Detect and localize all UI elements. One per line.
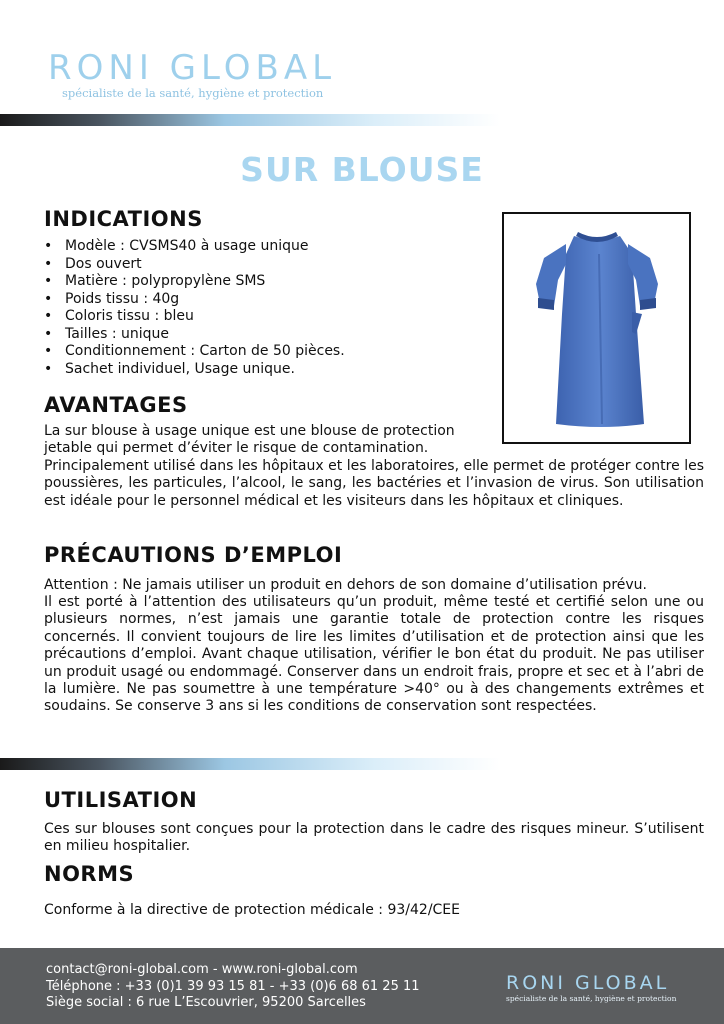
utilisation-heading: UTILISATION [44,788,198,812]
footer-address: Siège social : 6 rue L’Escouvrier, 95200 Sarcelles [46,995,366,1010]
list-item: • Sachet individuel, Usage unique. [44,361,345,379]
avantages-intro [44,423,504,458]
precautions-heading: PRÉCAUTIONS D’EMPLOI [44,543,343,567]
precautions-body: Il est porté à l’attention des utilisateurs qu’un produit, même testé et certifié selon une ou plusieurs normes, n’est jamais une garantie totale de protection contre les risques concernés. Il convient toujours de lire les limites d’utilisation et de protection ainsi que les précautions d’emploi. Avant chaque utilisation, vérifier le bon état du produit. Ne pas utiliser un produit usagé ou endommagé. Conserver dans un endroit frais, propre et sec et à l’abri de la lumière. Ne pas soumettre à une température >40° ou à des changements extrêmes et soudains. Se conserve 3 ans si les conditions de conservation sont respectées. [44,594,704,715]
list-item: • Poids tissu : 40g [44,291,345,309]
brand-name: RONI GLOBAL [48,48,337,88]
avantages-body: Principalement utilisé dans les hôpitaux et les laboratoires, elle permet de protéger contre les poussières, les particules, l’alcool, le sang, les bactéries et l’invasion de virus. Son utilisation est idéale pour le personnel médical et les visiteurs dans les hôpitaux et cliniques. [44,458,704,509]
list-item: • Matière : polypropylène SMS [44,273,345,291]
brand-tagline: spécialiste de la santé, hygiène et protection [62,86,324,100]
footer-brand-name: RONI GLOBAL [506,972,670,994]
utilisation-body: Ces sur blouses sont conçues pour la protection dans le cadre des risques mineur. S’utilisent en milieu hospitalier. [44,821,704,855]
product-photo [502,212,691,444]
footer-phone: Téléphone : +33 (0)1 39 93 15 81 - +33 (0)6 68 61 25 11 [46,979,420,994]
indications-heading: INDICATIONS [44,207,203,231]
avantages-line: La sur blouse à usage unique est une blouse de protection [44,423,455,439]
list-item: • Tailles : unique [44,326,345,344]
list-item: • Modèle : CVSMS40 à usage unique [44,238,345,256]
list-item: • Conditionnement : Carton de 50 pièces. [44,343,345,361]
header-divider [0,114,500,126]
footer [0,948,724,1024]
brand-logo [48,48,336,88]
avantages-heading: AVANTAGES [44,393,188,417]
gown-illustration [504,214,689,442]
indications-list [44,238,345,378]
footer-contact: contact@roni-global.com - www.roni-global.com [46,962,358,977]
page-title: SUR BLOUSE [240,150,484,189]
section-divider [0,758,500,770]
norms-heading: NORMS [44,862,135,886]
norms-body: Conforme à la directive de protection médicale : 93/42/CEE [44,902,461,918]
list-item: • Dos ouvert [44,256,345,274]
avantages-line: jetable qui permet d’éviter le risque de contamination. [44,440,429,457]
footer-brand-tagline: spécialiste de la santé, hygiène et protection [506,994,677,1003]
list-item: • Coloris tissu : bleu [44,308,345,326]
precautions-first: Attention : Ne jamais utiliser un produit en dehors de son domaine d’utilisation prévu. [44,577,647,593]
